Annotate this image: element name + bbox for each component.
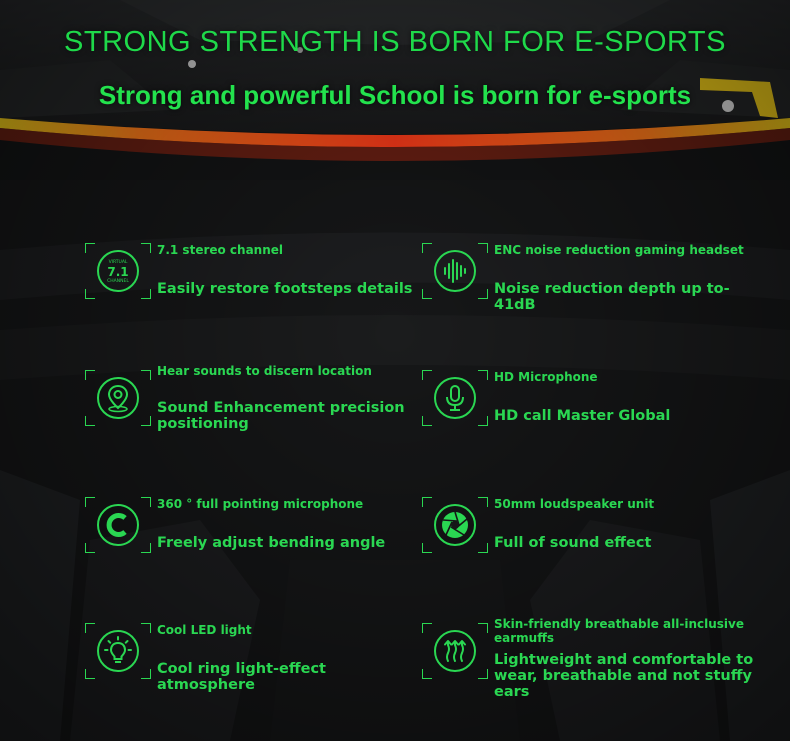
feature-title: 360 ° full pointing microphone	[157, 497, 364, 511]
location-pin-icon	[96, 376, 140, 420]
seven-one-label: 7.1	[107, 265, 129, 279]
channel-label: CHANNEL	[107, 279, 129, 284]
feature-enc-noise-reduction	[422, 243, 752, 313]
microphone-icon	[433, 376, 477, 420]
feature-description: Freely adjust bending angle	[157, 535, 386, 551]
feature-360-microphone	[85, 497, 415, 561]
feature-7-1-stereo	[85, 243, 415, 307]
feature-description: Cool ring light-effect atmosphere	[157, 661, 326, 693]
feature-description: HD call Master Global	[494, 408, 671, 424]
feature-title: 7.1 stereo channel	[157, 243, 284, 257]
virtual-7-1-icon	[96, 249, 140, 293]
feature-led-light	[85, 623, 415, 693]
feature-title: Hear sounds to discern location	[157, 364, 372, 378]
feature-title: Skin-friendly breathable all-inclusive earmuffs	[494, 617, 744, 645]
feature-description: Full of sound effect	[494, 535, 652, 551]
breathable-arrows-icon	[433, 629, 477, 673]
feature-description: Sound Enhancement precision positioning	[157, 400, 405, 432]
feature-description: Easily restore footsteps details	[157, 281, 413, 297]
feature-title: Cool LED light	[157, 623, 252, 637]
feature-sound-location	[85, 364, 415, 434]
feature-50mm-speaker	[422, 497, 752, 561]
sub-headline: Strong and powerful School is born for e-sports	[98, 80, 692, 110]
feature-description: Noise reduction depth up to-41dB	[494, 281, 730, 313]
main-headline: STRONG STRENGTH IS BORN FOR E-SPORTS	[64, 26, 726, 58]
virtual-label: VIRTUAL	[108, 260, 128, 265]
aperture-speaker-icon	[433, 503, 477, 547]
feature-hd-microphone	[422, 370, 752, 434]
feature-title: ENC noise reduction gaming headset	[494, 243, 744, 257]
feature-breathable-earmuffs	[422, 617, 754, 700]
feature-title: HD Microphone	[494, 370, 598, 384]
feature-description: Lightweight and comfortable to wear, breathable and not stuffy ears	[494, 652, 754, 700]
sound-wave-icon	[433, 249, 477, 293]
light-bulb-icon	[96, 629, 140, 673]
rotation-arrow-icon	[96, 503, 140, 547]
feature-title: 50mm loudspeaker unit	[494, 497, 655, 511]
